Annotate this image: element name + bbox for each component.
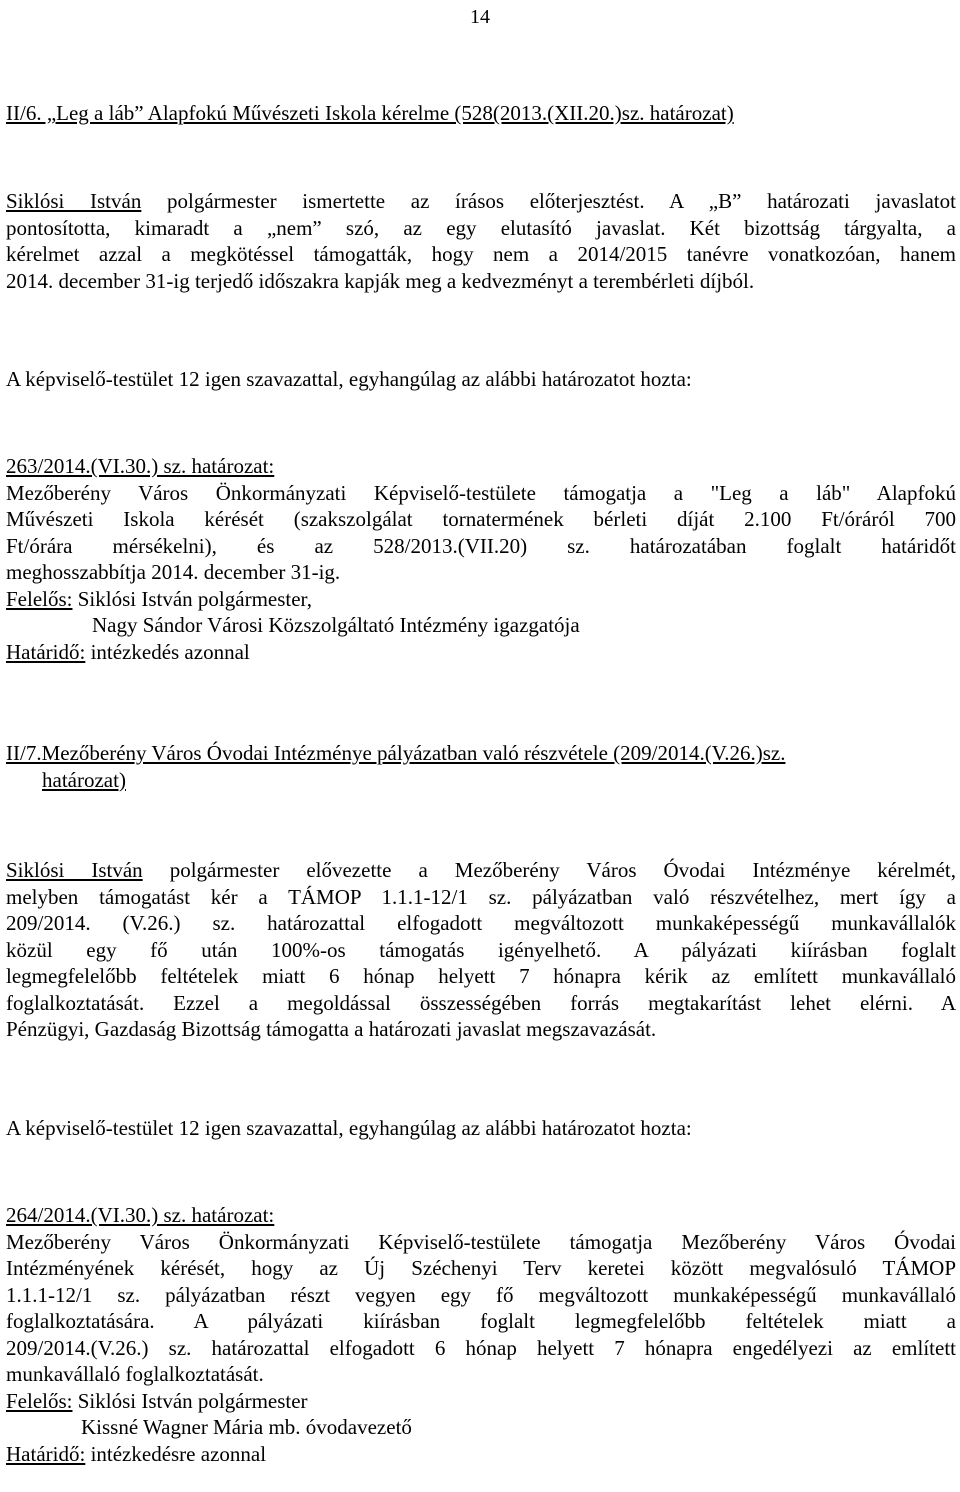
resolution-block: 264/2014.(VI.30.) sz. határozat: Mezőberény Város Önkormányzati Képviselő-testülete támogatja Mezőberény Város Óvodai Intézményének kérését, hogy az Új Széchenyi Terv keretei között megvalósuló TÁMOP 1.1.1-12/1 sz. pályázatban részt vegyen egy fő megváltozott munkaképességű munkavállaló foglalkoztatására. A pályázati kiírásban foglalt legmegfelelőbb feltételek miatt a 209/2014.(V.26.) sz. határozattal elfogadott 6 hónap helyett 7 hónapra engedélyezi az említett munkavállaló foglalkoztatását. Felelős: Siklósi István polgármester Kissné Wagner Mária mb. óvodavezető Határidő: intézkedésre azonnal bbox=[6, 1203, 956, 1466]
speaker-name: Siklósi István bbox=[6, 858, 143, 882]
responsible-line: Felelős: Siklósi István polgármester, bbox=[6, 586, 312, 611]
intro-paragraph: Siklósi István polgármester ismertette az írásos előterjesztést. A „B” határozati javaslatot pontosította, kimaradt a „nem” szó, az egy elutasító javaslat. Két bizottság tárgyalta, a kérelmet azzal a megkötéssel támogatták, hogy nem a 2014/2015 tanévre vonatkozóan, hanem 2014. december 31-ig terjedő időszakra kapják meg a kedvezményt a terembérleti díjból. bbox=[6, 189, 956, 293]
speaker-name: Siklósi István bbox=[6, 189, 142, 213]
resolution-number: 263/2014.(VI.30.) sz. határozat: bbox=[6, 454, 275, 478]
responsible-line: Felelős: Siklósi István polgármester bbox=[6, 1388, 308, 1413]
intro-paragraph: Siklósi István polgármester elővezette a Mezőberény Város Óvodai Intézménye kérelmét, melyben támogatást kér a TÁMOP 1.1.1-12/1 sz. pályázatban való részvételhez, mert így a 209/2014. (V.26.) sz. határozattal elfogadott megváltozott munkaképességű munkavállalók közül egy fő után 100%-os támogatás igényelhető. A pályázati kiírásban foglalt legmegfelelőbb feltételek miatt 6 hónap helyett 7 hónapra kérik az említett munkavállaló foglalkoztatását. Ezzel a megoldással összességében forrás megtakarítást lehet elérni. A Pénzügyi, Gazdaság Bizottság támogatta a határozati javaslat megszavazását. bbox=[6, 858, 956, 1041]
vote-text: A képviselő-testület 12 igen szavazattal, egyhangúlag az alábbi határozatot hozta: bbox=[6, 367, 692, 391]
page-number: 14 bbox=[470, 6, 490, 28]
deadline-line: Határidő: intézkedésre azonnal bbox=[6, 1441, 267, 1466]
section-title: II/7.Mezőberény Város Óvodai Intézménye pályázatban való részvétele (209/2014.(V.26.)sz. bbox=[6, 741, 786, 765]
section-heading-ii6 bbox=[6, 100, 956, 127]
resolution-number: 264/2014.(VI.30.) sz. határozat: bbox=[6, 1203, 275, 1227]
deadline-line: Határidő: intézkedés azonnal bbox=[6, 639, 250, 664]
section-heading-ii7: II/7.Mezőberény Város Óvodai Intézménye pályázatban való részvétele (209/2014.(V.26.)sz. határozat) bbox=[6, 741, 786, 792]
section-title: II/6. „Leg a láb” Alapfokú Művészeti Iskola kérelme (528(2013.(XII.20.)sz. határozat) bbox=[6, 101, 734, 125]
resolution-block: 263/2014.(VI.30.) sz. határozat: Mezőberény Város Önkormányzati Képviselő-testülete támogatja a "Leg a láb" Alapfokú Művészeti Iskola kérését (szakszolgálat tornatermének bérleti díját 2.100 Ft/óráról 700 Ft/órára mérsékelni), és az 528/2013.(VII.20) sz. határozatában foglalt határidőt meghosszabbítja 2014. december 31-ig. Felelős: Siklósi István polgármester, Nagy Sándor Városi Közszolgáltató Intézmény igazgatója Határidő: intézkedés azonnal bbox=[6, 454, 956, 664]
vote-text: A képviselő-testület 12 igen szavazattal, egyhangúlag az alábbi határozatot hozta: bbox=[6, 1116, 692, 1140]
